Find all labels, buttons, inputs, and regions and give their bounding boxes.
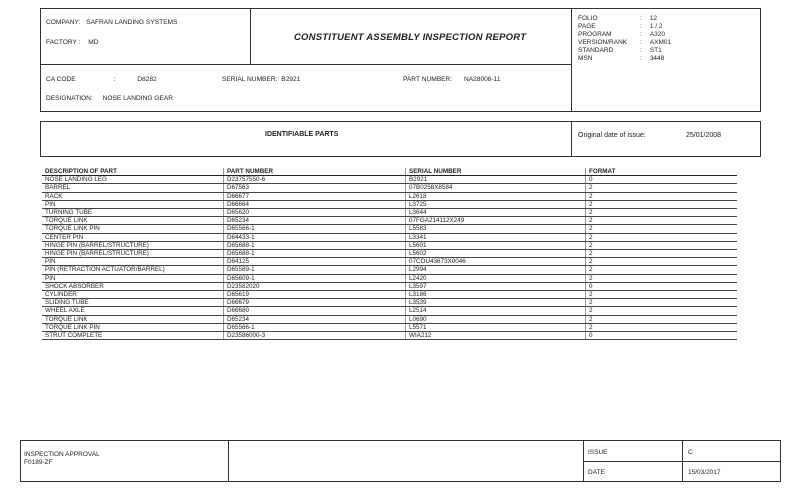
part-number-label: PART NUMBER: [403, 76, 453, 83]
meta-row: PROGRAM : A320 [578, 31, 665, 38]
part-number: D65566-1 [224, 225, 406, 233]
issue-value: C [688, 449, 693, 456]
table-row [42, 291, 737, 299]
part-format: 0 [586, 282, 738, 290]
serial-number-value: B2921 [281, 76, 301, 83]
part-format: 2 [586, 323, 738, 331]
part-description: WHEEL AXLE [42, 307, 224, 315]
meta-label: FOLIO [578, 15, 598, 22]
meta-row: PAGE : 1 / 2 [578, 23, 663, 30]
part-number: D65234 [224, 217, 406, 225]
part-description: TORQUE LINK PIN [42, 323, 224, 331]
table-header-row [42, 168, 737, 176]
parts-table [42, 168, 737, 340]
part-format: 2 [586, 266, 738, 274]
serial-number: L3597 [406, 282, 586, 290]
part-description: TORQUE LINK [42, 217, 224, 225]
meta-label: PROGRAM [578, 31, 612, 38]
identifiable-parts-title: IDENTIFIABLE PARTS [265, 131, 339, 138]
designation-row [46, 94, 173, 104]
table-row [42, 323, 737, 331]
part-description: NOSE LANDING LEG [42, 176, 224, 184]
factory-label: FACTORY : [46, 39, 81, 46]
table-row [42, 192, 737, 200]
part-format: 2 [586, 315, 738, 323]
identifiable-parts-bar [40, 121, 761, 157]
serial-number: L2618 [406, 192, 586, 200]
factory-row [46, 38, 99, 48]
meta-row: VERSION/RANK : AXM01 [578, 39, 672, 46]
serial-number: L2514 [406, 307, 586, 315]
part-description: SLIDING TUBE [42, 299, 224, 307]
table-row [42, 200, 737, 208]
part-number: D23582020 [224, 282, 406, 290]
part-format: 2 [586, 217, 738, 225]
meta-value: 12 [649, 15, 658, 22]
part-number: D65688-1 [224, 241, 406, 249]
part-format: 2 [586, 299, 738, 307]
meta-list [578, 15, 671, 63]
table-row [42, 282, 737, 290]
parts-table-body [42, 176, 737, 340]
part-description: CYLINDER [42, 291, 224, 299]
part-number: D23586000-3 [224, 332, 406, 340]
serial-number-row [222, 75, 300, 85]
inspection-approval-label: INSPECTION APPROVAL [24, 451, 100, 458]
part-description: PIN [42, 200, 224, 208]
part-number: D65566-1 [224, 323, 406, 331]
part-format: 2 [586, 192, 738, 200]
serial-number: L5602 [406, 250, 586, 258]
part-number: D65609-1 [224, 274, 406, 282]
table-row [42, 225, 737, 233]
part-number: D66677 [224, 192, 406, 200]
serial-number: L2994 [406, 266, 586, 274]
meta-value: 1 / 2 [649, 23, 663, 30]
meta-row: FOLIO : 12 [578, 15, 658, 22]
footer-divider-horizontal [583, 461, 781, 462]
part-number: D64125 [224, 258, 406, 266]
report-title: CONSTITUENT ASSEMBLY INSPECTION REPORT [294, 32, 527, 43]
company-row [46, 18, 177, 28]
part-description: PIN [42, 274, 224, 282]
meta-row: STANDARD : ST1 [578, 47, 662, 54]
header-divider-right [571, 8, 572, 112]
part-format: 2 [586, 307, 738, 315]
column-header: PART NUMBER [224, 168, 406, 176]
company-label: COMPANY: [46, 19, 81, 26]
table-row [42, 315, 737, 323]
meta-label: MSN [578, 55, 593, 62]
column-header: DESCRIPTION OF PART [42, 168, 224, 176]
serial-number: B2921 [406, 176, 586, 184]
factory-value: MD [88, 39, 99, 46]
table-row [42, 217, 737, 225]
date-label: DATE [588, 469, 605, 476]
table-row [42, 184, 737, 192]
part-number: D23757550-6 [224, 176, 406, 184]
original-issue-label: Original date of issue: [578, 132, 646, 139]
part-description: TORQUE LINK PIN [42, 225, 224, 233]
meta-value: 3448 [649, 55, 665, 62]
part-description: SHOCK ABSORBER [42, 282, 224, 290]
meta-value: A320 [649, 31, 665, 38]
ca-code-colon: : [113, 76, 116, 83]
serial-number: 07COU43673X0046 [406, 258, 586, 266]
part-format: 2 [586, 291, 738, 299]
part-number: D67563 [224, 184, 406, 192]
part-description: TURNING TUBE [42, 209, 224, 217]
part-description: RACK [42, 192, 224, 200]
meta-label: PAGE [578, 23, 596, 30]
part-number: D65688-1 [224, 250, 406, 258]
serial-number-label: SERIAL NUMBER: [222, 76, 278, 83]
part-format: 2 [586, 200, 738, 208]
ca-code-row [46, 75, 157, 85]
ca-code-label: CA CODE [46, 76, 76, 83]
table-row [42, 176, 737, 184]
part-format: 2 [586, 274, 738, 282]
part-format: 2 [586, 241, 738, 249]
meta-value: AXM01 [649, 39, 672, 46]
column-header: FORMAT [586, 168, 738, 176]
table-row [42, 332, 737, 340]
inspection-approval-code: F0189-ZF [24, 459, 53, 466]
serial-number: L3644 [406, 209, 586, 217]
table-row [42, 209, 737, 217]
serial-number: WIA212 [406, 332, 586, 340]
table-row [42, 299, 737, 307]
part-number: D65620 [224, 209, 406, 217]
footer-divider-1 [228, 440, 229, 482]
part-description: PIN [42, 258, 224, 266]
serial-number: L3341 [406, 233, 586, 241]
designation-value: NOSE LANDING GEAR [102, 95, 173, 102]
table-row [42, 274, 737, 282]
part-format: 2 [586, 209, 738, 217]
part-description: STRUT COMPLETE [42, 332, 224, 340]
header-divider-horizontal [40, 64, 572, 65]
meta-value: ST1 [649, 47, 662, 54]
designation-label: DESIGNATION: [46, 95, 93, 102]
part-description: BARREL [42, 184, 224, 192]
ca-code-value: D8282 [137, 76, 157, 83]
meta-label: STANDARD [578, 47, 614, 54]
column-header: SERIAL NUMBER [406, 168, 586, 176]
part-description: CENTER PIN [42, 233, 224, 241]
part-number: D65589-1 [224, 266, 406, 274]
part-number-value: NA28008-11 [463, 76, 501, 83]
company-value: SAFRAN LANDING SYSTEMS [86, 19, 178, 26]
part-number: D66664 [224, 200, 406, 208]
part-number: D64433-1 [224, 233, 406, 241]
serial-number: 07FGA214112X249 [406, 217, 586, 225]
part-number: D66679 [224, 299, 406, 307]
table-row [42, 266, 737, 274]
part-format: 2 [586, 184, 738, 192]
part-description: HINGE PIN (BARREL/STRUCTURE) [42, 241, 224, 249]
part-format: 2 [586, 250, 738, 258]
meta-row: MSN : 3448 [578, 55, 665, 62]
serial-number: L2420 [406, 274, 586, 282]
table-row [42, 307, 737, 315]
serial-number: 07B0258X8584 [406, 184, 586, 192]
serial-number: L5571 [406, 323, 586, 331]
part-format: 2 [586, 225, 738, 233]
identifiable-divider [571, 121, 572, 157]
serial-number: L5583 [406, 225, 586, 233]
header-divider-left [250, 8, 251, 64]
table-row [42, 250, 737, 258]
part-number-row [403, 75, 501, 85]
part-description: HINGE PIN (BARREL/STRUCTURE) [42, 250, 224, 258]
table-row [42, 241, 737, 249]
part-format: 2 [586, 233, 738, 241]
table-row [42, 233, 737, 241]
serial-number: L3186 [406, 291, 586, 299]
part-description: TORQUE LINK [42, 315, 224, 323]
part-format: 2 [586, 258, 738, 266]
original-issue-date: 25/01/2008 [686, 132, 722, 139]
serial-number: L3725 [406, 200, 586, 208]
meta-label: VERSION/RANK [578, 39, 628, 46]
date-value: 15/03/2017 [688, 469, 721, 476]
issue-label: ISSUE [588, 449, 608, 456]
serial-number: L3539 [406, 299, 586, 307]
part-number: D65619 [224, 291, 406, 299]
part-format: 0 [586, 176, 738, 184]
serial-number: L0690 [406, 315, 586, 323]
part-description: PIN (RETRACTION ACTUATOR/BARREL) [42, 266, 224, 274]
serial-number: L5601 [406, 241, 586, 249]
table-row [42, 258, 737, 266]
part-format: 0 [586, 332, 738, 340]
part-number: D66680 [224, 307, 406, 315]
part-number: D65234 [224, 315, 406, 323]
